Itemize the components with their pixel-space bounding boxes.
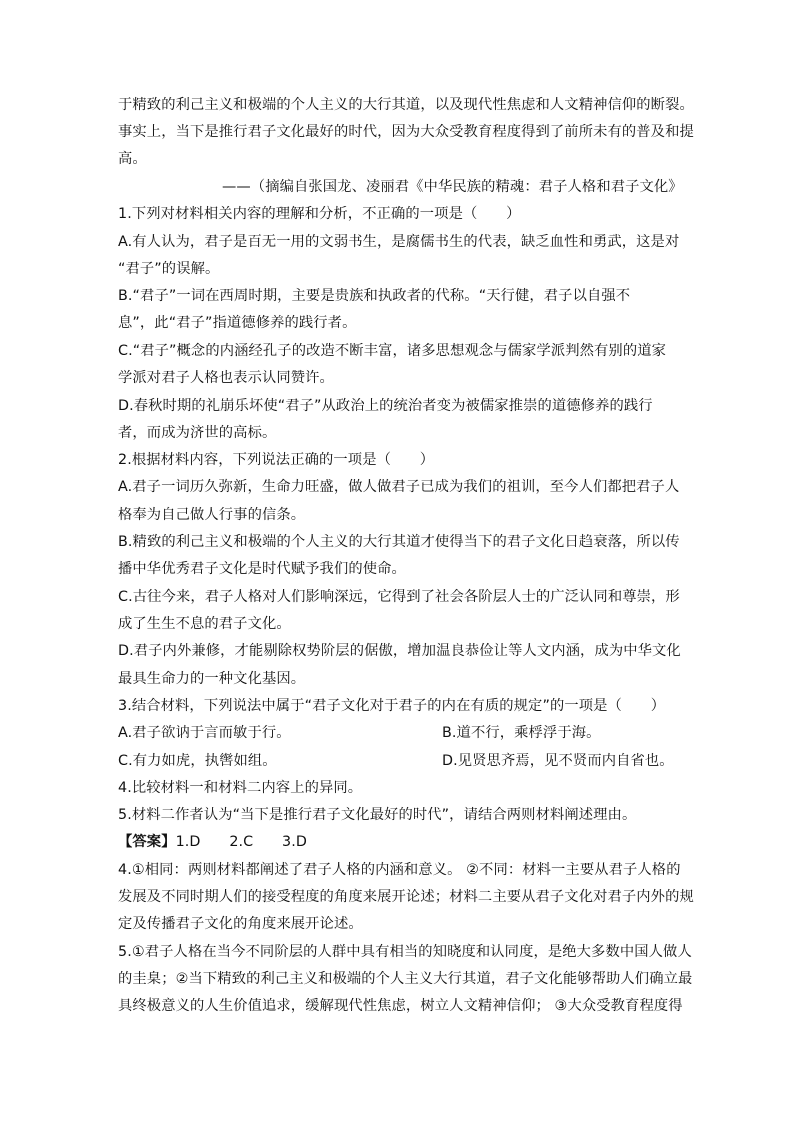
- answer-4-line: 定及传播君子文化的角度来展开论述。: [118, 916, 363, 932]
- passage-line: 事实上，当下是推行君子文化最好的时代，因为大众受教育程度得到了前所未有的普及和提: [118, 124, 694, 140]
- q2-option-d-cont: 最具生命力的一种文化基因。: [118, 671, 306, 687]
- question-2-stem: 2.根据材料内容，下列说法正确的一项是（ ）: [118, 452, 435, 468]
- answer-4-line: 发展及不同时期人们的接受程度的角度来展开论述；材料二主要从君子文化对君子内外的规: [118, 889, 694, 905]
- q1-option-b-cont: 息”，此“君子”指道德修养的践行者。: [118, 315, 357, 331]
- question-1-stem: 1.下列对材料相关内容的理解和分析，不正确的一项是（ ）: [118, 206, 521, 222]
- answer-line: [118, 832, 307, 852]
- q1-option-d-cont: 者，而成为济世的高标。: [118, 425, 277, 441]
- q1-option-c: C.“君子”概念的内涵经孔子的改造不断丰富，诸多思想观念与儒家学派判然有别的道家: [118, 343, 667, 359]
- q1-option-b: B.“君子”一词在西周时期，主要是贵族和执政者的代称。“天行健，君子以自强不: [118, 288, 631, 304]
- q2-option-a-cont: 格奉为自己做人行事的信条。: [118, 507, 306, 523]
- question-5-stem: 5.材料二作者认为“当下是推行君子文化最好的时代”，请结合两则材料阐述理由。: [118, 807, 637, 823]
- q3-option-c: C.有力如虎，执辔如组。: [118, 753, 277, 769]
- answer-5-line: 5.①君子人格在当今不同阶层的人群中具有相当的知晓度和认同度，是绝大多数中国人做人: [118, 944, 692, 960]
- q2-option-d: D.君子内外兼修，才能剔除权势阶层的倨傲，增加温良恭俭让等人文内涵，成为中华文化: [118, 643, 681, 659]
- q1-option-a: A.有人认为，君子是百无一用的文弱书生，是腐儒书生的代表，缺乏血性和勇武，这是对: [118, 234, 680, 250]
- q2-option-b: B.精致的利己主义和极端的个人主义的大行其道才使得当下的君子文化日趋衰落，所以传: [118, 534, 680, 550]
- question-3-stem: 3.结合材料，下列说法中属于“君子文化对于君子的内在有质的规定”的一项是（ ）: [118, 698, 666, 714]
- passage-line: 于精致的利己主义和极端的个人主义的大行其道，以及现代性焦虑和人文精神信仰的断裂。: [118, 97, 694, 113]
- q2-option-a: A.君子一词历久弥新，生命力旺盛，做人做君子已成为我们的祖训，至今人们都把君子人: [118, 479, 680, 495]
- q3-option-d: D.见贤思齐焉，见不贤而内自省也。: [442, 753, 674, 769]
- answer-4-line: 4.①相同：两则材料都阐述了君子人格的内涵和意义。 ②不同：材料一主要从君子人格的: [118, 862, 681, 878]
- q2-option-c: C.古往今来，君子人格对人们影响深远，它得到了社会各阶层人士的广泛认同和尊崇，形: [118, 589, 680, 605]
- q1-option-d: D.春秋时期的礼崩乐坏使“君子”从政治上的统治者变为被儒家推崇的道德修养的践行: [118, 398, 653, 414]
- q3-option-a: A.君子欲讷于言而敏于行。: [118, 725, 291, 741]
- answer-choices: 1.D 2.C 3.D: [175, 834, 308, 850]
- q1-option-a-cont: “君子”的误解。: [118, 261, 220, 277]
- answer-5-line: 的圭臬；②当下精致的利己主义和极端的个人主义大行其道，君子文化能够帮助人们确立最: [118, 971, 693, 987]
- q1-option-c-cont: 学派对君子人格也表示认同赞许。: [118, 370, 334, 386]
- passage-line: 高。: [118, 151, 147, 167]
- answer-5-line: 具终极意义的人生价值追求，缓解现代性焦虑，树立人文精神信仰； ③大众受教育程度得: [118, 998, 683, 1014]
- question-4-stem: 4.比较材料一和材料二内容上的异同。: [118, 780, 363, 796]
- q2-option-c-cont: 成了生生不息的君子文化。: [118, 616, 291, 632]
- answer-label: 【答案】: [118, 834, 176, 850]
- source-citation: ——（摘编自张国龙、凌丽君《中华民族的精魂：君子人格和君子文化》: [222, 179, 683, 195]
- q3-option-b: B.道不行，乘桴浮于海。: [442, 725, 601, 741]
- q2-option-b-cont: 播中华优秀君子文化是时代赋予我们的使命。: [118, 561, 406, 577]
